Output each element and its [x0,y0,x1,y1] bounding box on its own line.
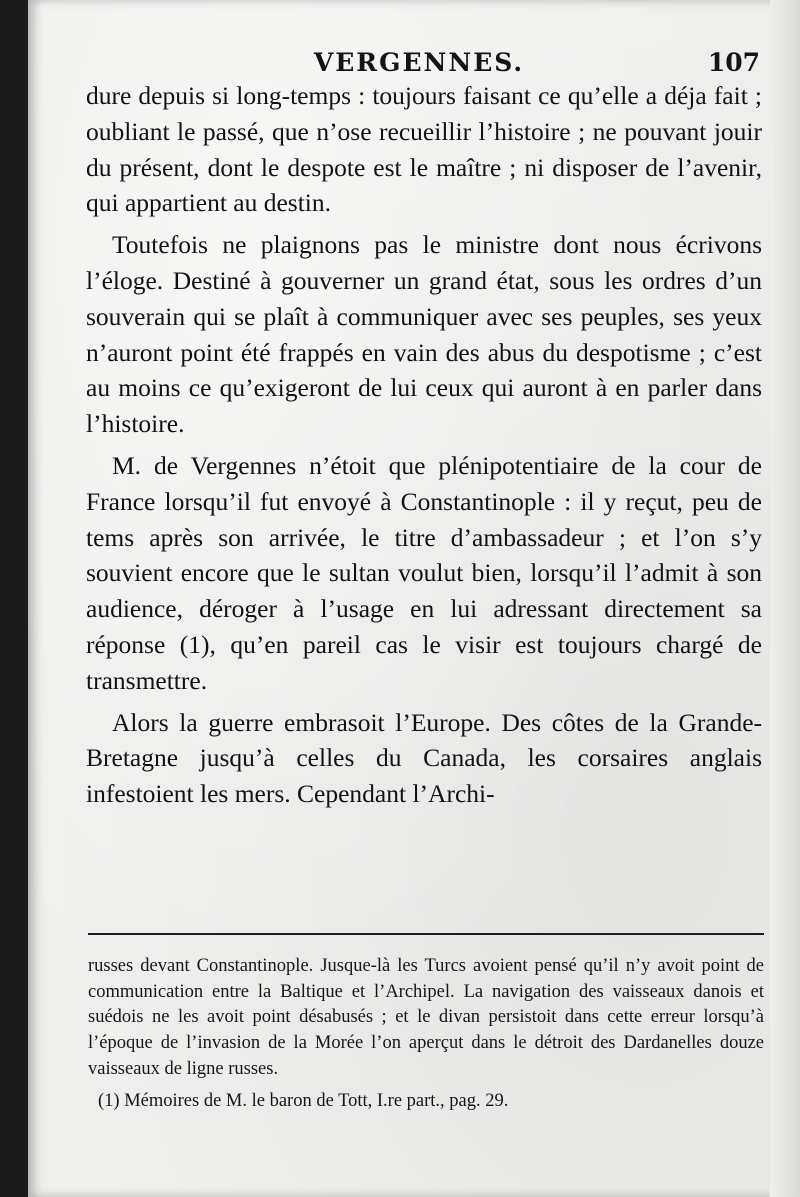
footnote-rule [88,933,764,935]
page-edge-shadow [770,0,800,1197]
footnote-continued: russes devant Constantinople. Jusque-là les Turcs avoient pensé qu’il n’y avoit point de communication entre la Baltique et l’Archipel. La navigation des vaisseaux danois et suédois ne les avoit point désabusés ; et le divan persistoit dans cette erreur lorsqu’à l’époque de l’invasion de la Morée l’on aperçut dans le détroit des Dardanelles douze vaisseaux de ligne russes. [88,956,764,1079]
book-page [28,0,800,1197]
page-number: 107 [707,48,760,77]
paragraph-4: Alors la guerre embrasoit l’Europe. Des côtes de la Grande-Bretagne jusqu’à celles du Canada, les corsaires anglais infestoient les mers. Cependant l’Archi- [86,707,762,809]
footnote-1: (1) Mémoires de M. le baron de Tott, I.re part., pag. 29. [98,1090,509,1111]
body-text [86,78,762,818]
paragraph-2: Toutefois ne plaignons pas le ministre dont nous écrivons l’éloge. Destiné à gouverner un grand état, sous les ordres d’un souverain qui se plaît à communiquer avec ses peuples, ses yeux n’auront point été frappés en vain des abus du despotisme ; c’est au moins ce qu’exigeront de lui ceux qui auront à en parler dans l’histoire. [86,230,762,439]
paragraph-3: M. de Vergennes n’étoit que plénipotentiaire de la cour de France lorsqu’il fut envoyé à Constantinople : il y reçut, peu de tems après son arrivée, le titre d’ambassadeur ; et l’on s’y souvient encore que le sultan voulut bien, lorsqu’il l’admit à son audience, déroger à l’usage en lui adressant directement sa réponse (1), qu’en pareil cas le visir est toujours chargé de transmettre. [86,450,762,695]
running-head: VERGENNES. [313,48,525,77]
footnotes [88,954,764,1114]
paragraph-1: dure depuis si long-temps : toujours faisant ce qu’elle a déja fait ; oubliant le passé, que n’ose recueillir l’histoire ; ne pouvant jouir du présent, dont le despote est le maître ; ni disposer de l’avenir, qui appartient au destin. [86,81,762,218]
